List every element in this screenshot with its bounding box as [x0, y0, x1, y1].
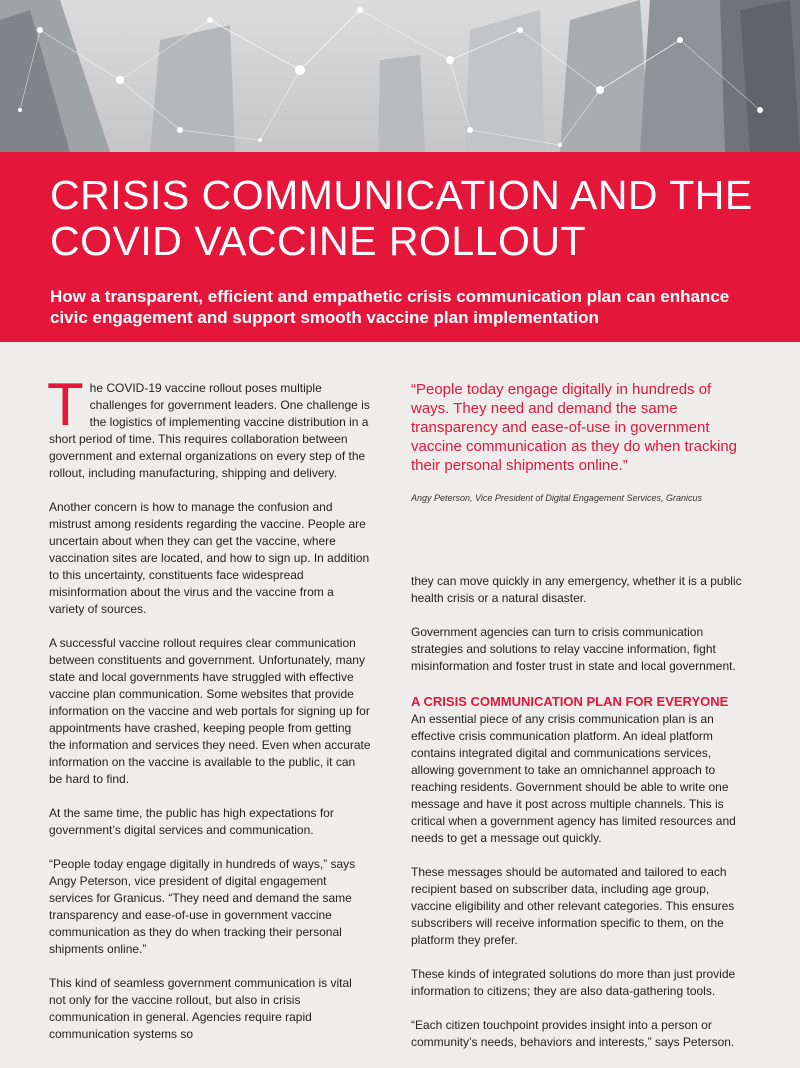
title-banner [0, 152, 800, 342]
left-column [47, 371, 371, 1060]
section-heading: A CRISIS COMMUNICATION PLAN FOR EVERYONE [411, 694, 729, 709]
body-paragraph: This kind of seamless government communication is vital not only for the vaccine rollout, but also in crisis communication in general. Agencies require rapid communication systems so [49, 976, 352, 1041]
network-buildings-illustration [0, 0, 800, 152]
page-subtitle: How a transparent, efficient and empathetic crisis communication plan can enhance civic engagement and support smooth vaccine plan implementation [50, 287, 730, 327]
body-paragraph: At the same time, the public has high expectations for government’s digital services and communication. [49, 806, 334, 837]
body-paragraph: These messages should be automated and tailored to each recipient based on subscriber data, including age group, vaccine eligibility and other relevant categories. This ensures subscribers will receive information specific to them, on the platform they prefer. [411, 865, 735, 947]
column-spacer [411, 521, 746, 573]
pull-quote-attribution: Angy Peterson, Vice President of Digital Engagement Services, Granicus [411, 493, 702, 503]
right-column [411, 380, 746, 1068]
intro-text: he COVID-19 vaccine rollout poses multiple challenges for government leaders. One challenge is the logistics of implementing vaccine distribution in a short period of time. This requires collaboration between government and external organizations on every step of the rollout, including manufacturing, shipping and delivery. [49, 381, 370, 480]
body-paragraph: they can move quickly in any emergency, whether it is a public health crisis or a natural disaster. [411, 574, 742, 605]
pull-quote: “People today engage digitally in hundreds of ways. They need and demand the same transparency and ease-of-use in government vaccine communication as they do when tracking their personal shipments online.” [411, 381, 738, 474]
intro-paragraph [47, 371, 371, 482]
body-paragraph: An essential piece of any crisis communication plan is an effective crisis communication platform. An ideal platform contains integrated digital and communications services, allowing government to take an omnichannel approach to reaching residents. Government should be able to write one message and have it post across multiple channels. This is critical when a government agency has limited resources and needs to get a message out quickly. [411, 712, 736, 845]
page-title: CRISIS COMMUNICATION AND THE COVID VACCINE ROLLOUT [50, 172, 753, 264]
body-paragraph: A successful vaccine rollout requires clear communication between constituents and government. Unfortunately, many state and local governments have struggled with effective vaccine plan communication. Some websites that provide information on the vaccine and web portals for signing up for appointments have crashed, keeping people from getting the information and services they need. Even when accurate information on the vaccine is available to the public, it can be hard to find. [49, 636, 371, 786]
hero-image [0, 0, 800, 152]
body-paragraph: These kinds of integrated solutions do more than just provide information to citizens; they are also data-gathering tools. [411, 967, 736, 998]
body-paragraph: “Each citizen touchpoint provides insight into a person or community’s needs, behaviors and interests,” says Peterson. [411, 1018, 735, 1049]
body-paragraph: “People today engage digitally in hundreds of ways,” says Angy Peterson, vice president of digital engagement services for Granicus. “They need and demand the same transparency and ease-of-use in government vaccine communication as they do when tracking their personal shipments online.” [49, 857, 356, 956]
body-paragraph: Another concern is how to manage the confusion and mistrust among residents regarding the vaccine. People are uncertain about when they can get the vaccine, where vaccination sites are located, and how to sign up. In addition to this uncertainty, constituents face widespread misinformation about the virus and the vaccine from a variety of sources. [49, 500, 370, 616]
drop-cap: T [47, 371, 84, 438]
body-paragraph: Government agencies can turn to crisis communication strategies and solutions to relay vaccine information, fight misinformation and foster trust in state and local government. [411, 625, 736, 673]
